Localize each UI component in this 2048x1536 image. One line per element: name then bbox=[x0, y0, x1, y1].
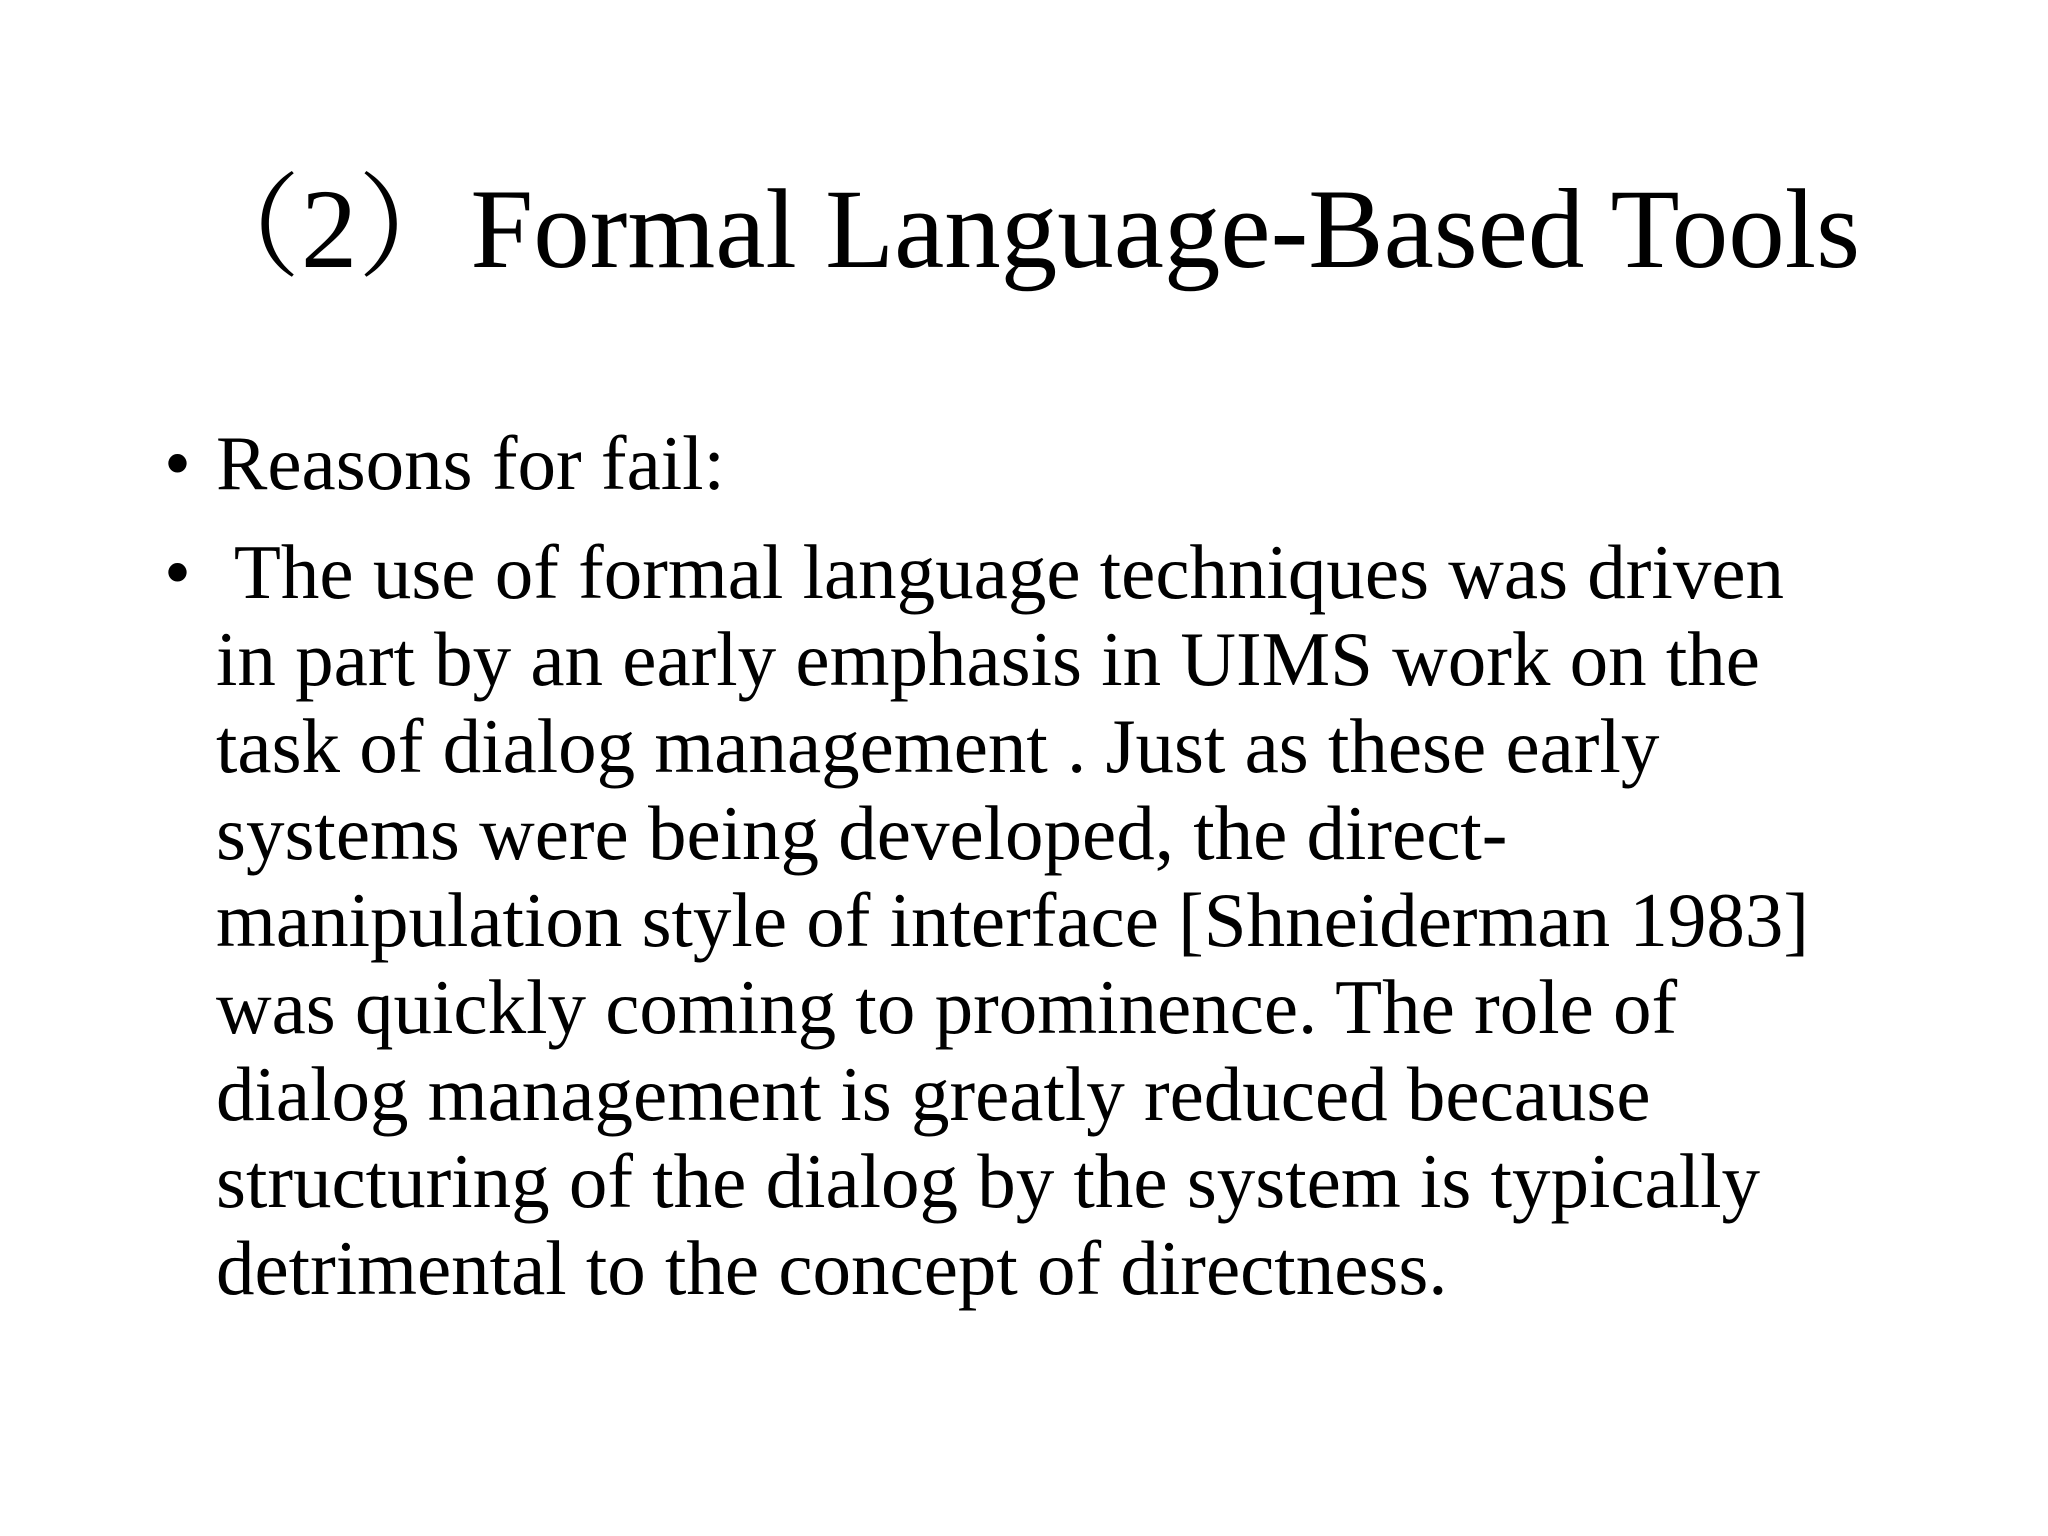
bullet-text-line: systems were being developed, the direct- bbox=[216, 790, 1508, 876]
bullet-text-line: Reasons for fail: bbox=[216, 420, 725, 506]
bullet-item-explanation bbox=[166, 529, 1896, 1312]
bullet-text-line: manipulation style of interface [Shneiderman 1983] bbox=[216, 877, 1809, 963]
bullet-text-line: was quickly coming to prominence. The role of bbox=[216, 964, 1678, 1050]
bullet-text-line: in part by an early emphasis in UIMS work on the bbox=[216, 616, 1760, 702]
bullet-icon: • bbox=[164, 529, 191, 615]
bullet-text-line: dialog management is greatly reduced because bbox=[216, 1051, 1651, 1137]
bullet-item-reasons bbox=[166, 420, 1896, 507]
bullet-text-line: task of dialog management . Just as these early bbox=[216, 703, 1660, 789]
bullet-text-line: detrimental to the concept of directness. bbox=[216, 1225, 1448, 1311]
slide-title: （2）Formal Language-Based Tools bbox=[187, 167, 1861, 292]
bullet-list bbox=[166, 420, 1896, 1334]
bullet-text-line: structuring of the dialog by the system is typically bbox=[216, 1138, 1761, 1224]
bullet-text-line: The use of formal language techniques was driven bbox=[216, 529, 1785, 615]
bullet-icon: • bbox=[164, 420, 191, 506]
